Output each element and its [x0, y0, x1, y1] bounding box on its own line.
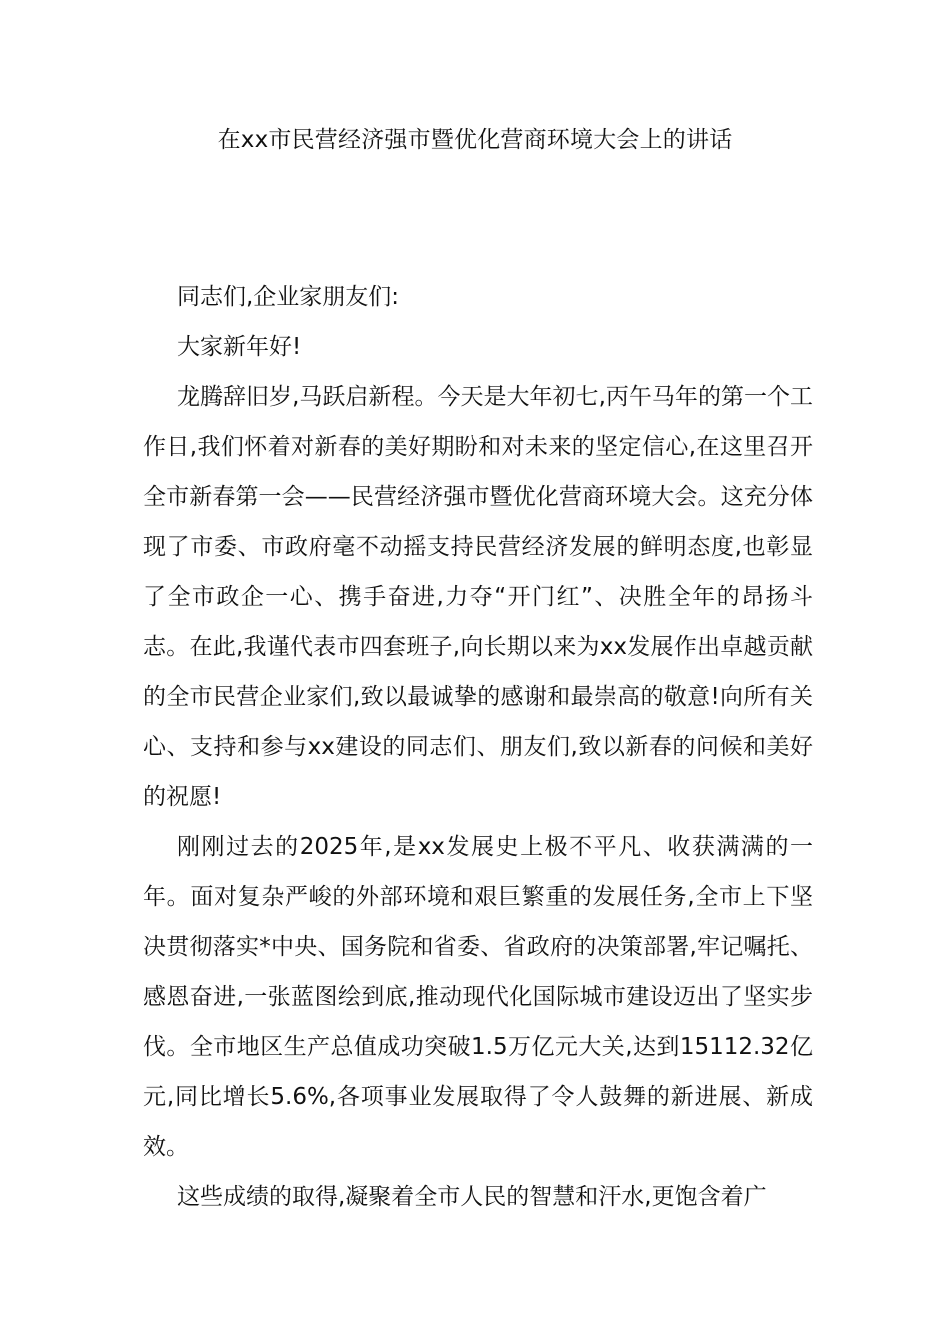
paragraph-achievements: 这些成绩的取得,凝聚着全市人民的智慧和汗水,更饱含着广 [177, 1184, 767, 1210]
paragraph-review-2025: 刚刚过去的2025年,是xx发展史上极不平凡、收获满满的一年。面对复杂严峻的外部环境和艰巨繁重的发展任务,全市上下坚决贯彻落实*中央、国务院和省委、省政府的决策部署,牢记嘱托、感恩奋进,一张蓝图绘到底,推动现代化国际城市建设迈出了坚实步伐。全市地区生产总值成功突破1.5万亿元大关,达到15112.32亿元,同比增长5.6%,各项事业发展取得了令人鼓舞的新进展、新成效。 [143, 834, 813, 1160]
paragraph-salutation: 同志们,企业家朋友们: [177, 284, 400, 310]
paragraph-opening: 龙腾辞旧岁,马跃启新程。今天是大年初七,丙午马年的第一个工作日,我们怀着对新春的美好期盼和对未来的坚定信心,在这里召开全市新春第一会——民营经济强市暨优化营商环境大会。这充分体现了市委、市政府毫不动摇支持民营经济发展的鲜明态度,也彰显了全市政企一心、携手奋进,力夺“开门红”、决胜全年的昂扬斗志。在此,我谨代表市四套班子,向长期以来为xx发展作出卓越贡献的全市民营企业家们,致以最诚挚的感谢和最崇高的敬意!向所有关心、支持和参与xx建设的同志们、朋友们,致以新春的问候和美好的祝愿! [143, 384, 813, 810]
document-body [143, 272, 813, 1222]
paragraph-greeting: 大家新年好! [177, 334, 302, 360]
document-title: 在xx市民营经济强市暨优化营商环境大会上的讲话 [217, 127, 733, 153]
